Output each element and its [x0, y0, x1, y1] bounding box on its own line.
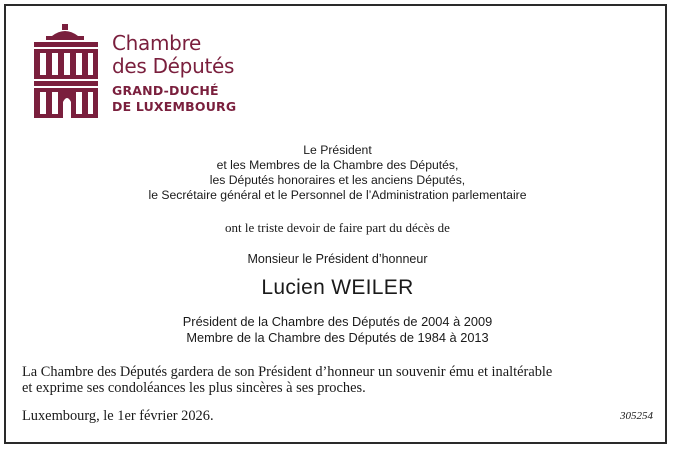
- message-line: et exprime ses condoléances les plus sincères à ses proches.: [22, 380, 366, 396]
- announcers-block: [0, 143, 675, 203]
- intro-line: le Secrétaire général et le Personnel de l’Administration parlementaire: [148, 188, 527, 202]
- intro-line: Le Président: [303, 143, 372, 157]
- roles-block: [0, 314, 675, 346]
- chamber-logo: [30, 22, 270, 122]
- logo-text: [112, 32, 236, 115]
- logo-line-chambre: Chambre: [112, 31, 202, 55]
- duty-line: ont le triste devoir de faire part du décès de: [225, 220, 450, 235]
- logo-line-luxembourg: DE LUXEMBOURG: [112, 99, 237, 114]
- role-line: Président de la Chambre des Députés de 2004 à 2009: [182, 314, 493, 329]
- place-date: Luxembourg, le 1er février 2026.: [22, 408, 214, 424]
- condolence-message: [22, 364, 662, 396]
- chamber-building-icon: [30, 22, 102, 122]
- message-line: La Chambre des Députés gardera de son Président d’honneur un souvenir ému et inaltérable: [22, 364, 553, 380]
- reference-number: 305254: [620, 410, 653, 422]
- intro-line: et les Membres de la Chambre des Députés,: [216, 158, 459, 172]
- honorific-title: Monsieur le Président d’honneur: [247, 252, 428, 266]
- role-line: Membre de la Chambre des Députés de 1984 à 2013: [186, 330, 489, 345]
- logo-line-deputes: des Députés: [112, 54, 235, 78]
- logo-line-grand-duche: GRAND-DUCHÉ: [112, 83, 219, 98]
- deceased-name: Lucien WEILER: [261, 276, 414, 299]
- intro-line: les Députés honoraires et les anciens Députés,: [209, 173, 466, 187]
